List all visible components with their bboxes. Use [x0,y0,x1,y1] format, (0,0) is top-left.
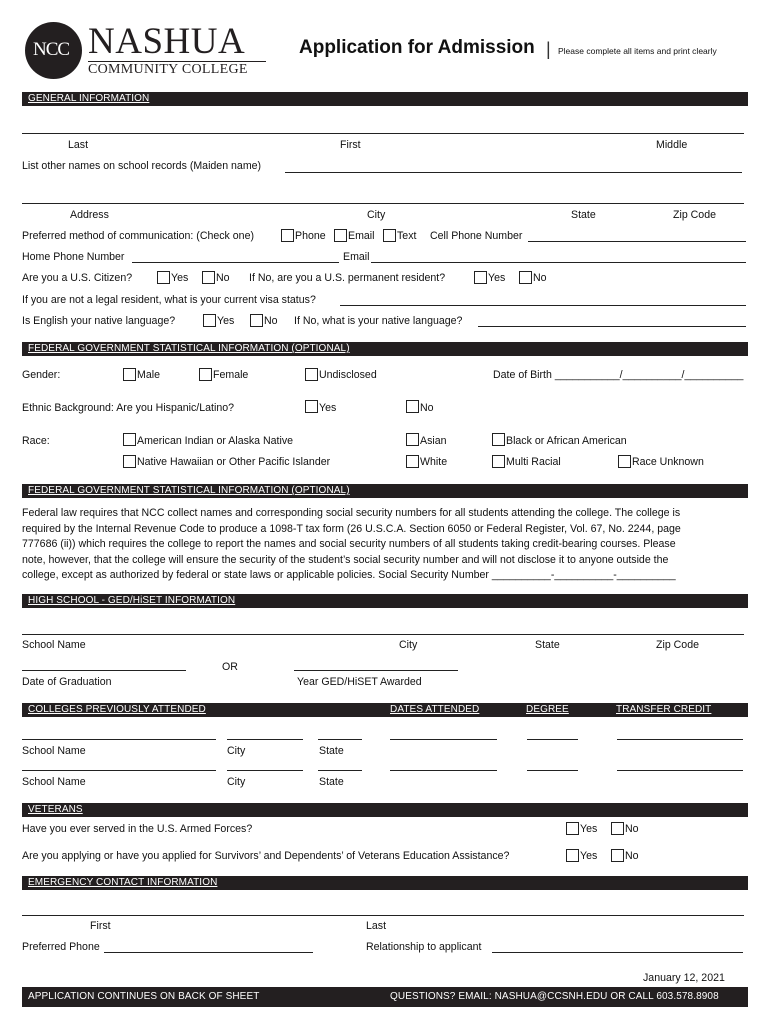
college2-school-label: School Name [22,776,86,788]
footer-contact-text: QUESTIONS? EMAIL: NASHUA@CCSNH.EDU OR CALL 603.578.8908 [390,991,719,1002]
hispanic-no-checkbox[interactable] [406,400,419,413]
english-no-checkbox[interactable] [250,314,263,327]
emergency-name-input-line[interactable] [22,915,744,916]
relationship-label: Relationship to applicant [366,941,482,953]
comm-email-label: Email [348,230,375,242]
survivors-no-label: No [625,850,639,862]
cell-phone-label: Cell Phone Number [430,230,523,242]
ssn-paragraph-line: required by the Internal Revenue Code to produce a 1098-T tax form (26 U.S.C.A. Section 6050 or Federal Register, Vol. 67, No. 2244, page [22,522,681,535]
date-of-birth-field[interactable]: Date of Birth ___________/__________/__________ [493,369,744,381]
gender-undisclosed-label: Undisclosed [319,369,377,381]
race-white-label: White [420,456,448,468]
ssn-paragraph-line: note, however, that the college will ensure the security of the student’s social security number and will not disclose it to anyone outside the [22,553,669,566]
emergency-first-label: First [90,920,111,932]
college1-city-line[interactable] [227,739,303,740]
resident-no-label: No [533,272,547,284]
section-heading-ssn: FEDERAL GOVERNMENT STATISTICAL INFORMATION (OPTIONAL) [28,485,350,496]
footer-continues-text: APPLICATION CONTINUES ON BACK OF SHEET [28,991,260,1002]
survivors-yes-label: Yes [580,850,598,862]
citizen-yes-label: Yes [171,272,189,284]
section-heading-emergency: EMERGENCY CONTACT INFORMATION [28,877,218,888]
college2-school-line[interactable] [22,770,216,771]
gender-label: Gender: [22,369,61,381]
section-bar-ssn [22,484,748,498]
cell-phone-input-line[interactable] [528,241,746,242]
section-bar-emergency [22,876,748,890]
section-bar-colleges [22,703,748,717]
citizen-no-label: No [216,272,230,284]
armed-forces-yes-checkbox[interactable] [566,822,579,835]
race-label: Race: [22,435,50,447]
home-phone-label: Home Phone Number [22,251,125,263]
emergency-last-label: Last [366,920,387,932]
title-separator: | [546,39,551,59]
form-instruction: Please complete all items and print clearly [558,46,717,56]
footer-bar [22,987,748,1007]
hispanic-no-label: No [420,402,434,414]
comm-phone-checkbox[interactable] [281,229,294,242]
native-language-question: If No, what is your native language? [294,315,463,327]
last-name-label: Last [68,139,89,151]
email-label: Email [343,251,370,263]
comm-text-label: Text [397,230,417,242]
college2-dates-line[interactable] [390,770,497,771]
college2-state-line[interactable] [318,770,362,771]
race-unknown-label: Race Unknown [632,456,704,468]
english-yes-label: Yes [217,315,235,327]
ssn-paragraph-line: Federal law requires that NCC collect names and corresponding social security numbers for all students attending the college. The college is [22,507,681,519]
resident-yes-label: Yes [488,272,506,284]
section-bar-veterans [22,803,748,817]
native-language-input-line[interactable] [478,326,746,327]
col-degree: DEGREE [526,704,569,715]
state-label: State [571,209,596,221]
col-transfer-credit: TRANSFER CREDIT [616,704,712,715]
survivors-no-checkbox[interactable] [611,849,624,862]
survivors-assistance-question: Are you applying or have you applied for Survivors’ and Dependents’ of Veterans Education Assistance? [22,850,510,862]
college2-credit-line[interactable] [617,770,743,771]
highschool-input-line[interactable] [22,634,744,635]
comm-email-checkbox[interactable] [334,229,347,242]
graduation-date-input-line[interactable] [22,670,186,671]
emergency-phone-input-line[interactable] [104,952,313,953]
section-heading-veterans: VETERANS [28,804,83,815]
ssn-paragraph-line: college, except as authorized by federal or state laws or applicable policies. Social Security Number __________-__________-__________ [22,569,676,581]
college1-school-line[interactable] [22,739,216,740]
race-black-label: Black or African American [506,435,627,447]
city-label: City [367,209,386,221]
gender-female-checkbox[interactable] [199,368,212,381]
middle-name-label: Middle [656,139,688,151]
address-input-line[interactable] [22,203,744,204]
college2-city-line[interactable] [227,770,303,771]
relationship-input-line[interactable] [492,952,743,953]
hs-city-label: City [399,639,418,651]
college1-state-label: State [319,745,344,757]
college1-city-label: City [227,745,246,757]
ssn-disclosure-paragraph [22,506,742,584]
address-label: Address [70,209,109,221]
college1-school-label: School Name [22,745,86,757]
armed-forces-yes-label: Yes [580,823,598,835]
section-bar-general [22,92,748,106]
logo-monogram: NCC [33,39,70,60]
race-american-indian-checkbox[interactable] [123,433,136,446]
ged-year-label: Year GED/HiSET Awarded [297,676,422,688]
section-bar-highschool [22,594,748,608]
or-label: OR [222,661,238,673]
race-multi-label: Multi Racial [506,456,561,468]
name-input-line[interactable] [22,133,744,134]
college2-degree-line[interactable] [527,770,578,771]
form-date: January 12, 2021 [643,972,725,984]
english-no-label: No [264,315,278,327]
race-asian-checkbox[interactable] [406,433,419,446]
armed-forces-no-label: No [625,823,639,835]
section-heading-general: GENERAL INFORMATION [28,93,150,104]
college-logo-seal [25,22,82,79]
visa-input-line[interactable] [340,305,746,306]
hispanic-yes-checkbox[interactable] [305,400,318,413]
email-input-line[interactable] [371,262,746,263]
hs-state-label: State [535,639,560,651]
race-white-checkbox[interactable] [406,455,419,468]
race-multi-checkbox[interactable] [492,455,505,468]
citizen-question: Are you a U.S. Citizen? [22,272,133,284]
other-names-label: List other names on school records (Maiden name) [22,160,262,172]
english-yes-checkbox[interactable] [203,314,216,327]
resident-yes-checkbox[interactable] [474,271,487,284]
ged-year-input-line[interactable] [294,670,458,671]
section-heading-federal-stats: FEDERAL GOVERNMENT STATISTICAL INFORMATION (OPTIONAL) [28,343,350,354]
other-names-input-line[interactable] [285,172,742,173]
college1-credit-line[interactable] [617,739,743,740]
hispanic-yes-label: Yes [319,402,337,414]
armed-forces-question: Have you ever served in the U.S. Armed Forces? [22,823,253,835]
race-unknown-checkbox[interactable] [618,455,631,468]
pref-comm-label: Preferred method of communication: (Check one) [22,230,254,242]
comm-text-checkbox[interactable] [383,229,396,242]
first-name-label: First [340,139,361,151]
race-pacific-islander-label: Native Hawaiian or Other Pacific Islander [137,456,331,468]
citizen-yes-checkbox[interactable] [157,271,170,284]
college2-city-label: City [227,776,246,788]
ssn-paragraph-line: 777686 (ii)) which requires the college to report the names and social security numbers of all students taking credit-bearing courses. Please [22,538,676,550]
comm-phone-label: Phone [295,230,326,242]
col-dates-attended: DATES ATTENDED [390,704,480,715]
graduation-date-label: Date of Graduation [22,676,112,688]
college2-state-label: State [319,776,344,788]
hs-school-name-label: School Name [22,639,86,651]
armed-forces-no-checkbox[interactable] [611,822,624,835]
gender-female-label: Female [213,369,249,381]
citizen-no-checkbox[interactable] [202,271,215,284]
section-bar-federal-stats [22,342,748,356]
form-title: Application for Admission [299,37,535,58]
section-heading-highschool: HIGH SCHOOL - GED/HiSET INFORMATION [28,595,236,606]
english-question: Is English your native language? [22,315,176,327]
resident-question: If No, are you a U.S. permanent resident? [249,272,446,284]
home-phone-input-line[interactable] [132,262,339,263]
hs-zip-label: Zip Code [656,639,699,651]
survivors-yes-checkbox[interactable] [566,849,579,862]
college1-dates-line[interactable] [390,739,497,740]
race-pacific-islander-checkbox[interactable] [123,455,136,468]
ethnic-question: Ethnic Background: Are you Hispanic/Latino? [22,402,235,414]
college1-degree-line[interactable] [527,739,578,740]
race-american-indian-label: American Indian or Alaska Native [137,435,294,447]
race-black-checkbox[interactable] [492,433,505,446]
race-asian-label: Asian [420,435,447,447]
college-name-bottom: COMMUNITY COLLEGE [88,62,248,77]
section-heading-colleges: COLLEGES PREVIOUSLY ATTENDED [28,704,206,715]
visa-question: If you are not a legal resident, what is your current visa status? [22,294,316,306]
resident-no-checkbox[interactable] [519,271,532,284]
college-name-top: NASHUA [88,21,246,62]
college1-state-line[interactable] [318,739,362,740]
gender-male-label: Male [137,369,160,381]
emergency-phone-label: Preferred Phone [22,941,100,953]
zip-label: Zip Code [673,209,716,221]
gender-male-checkbox[interactable] [123,368,136,381]
gender-undisclosed-checkbox[interactable] [305,368,318,381]
